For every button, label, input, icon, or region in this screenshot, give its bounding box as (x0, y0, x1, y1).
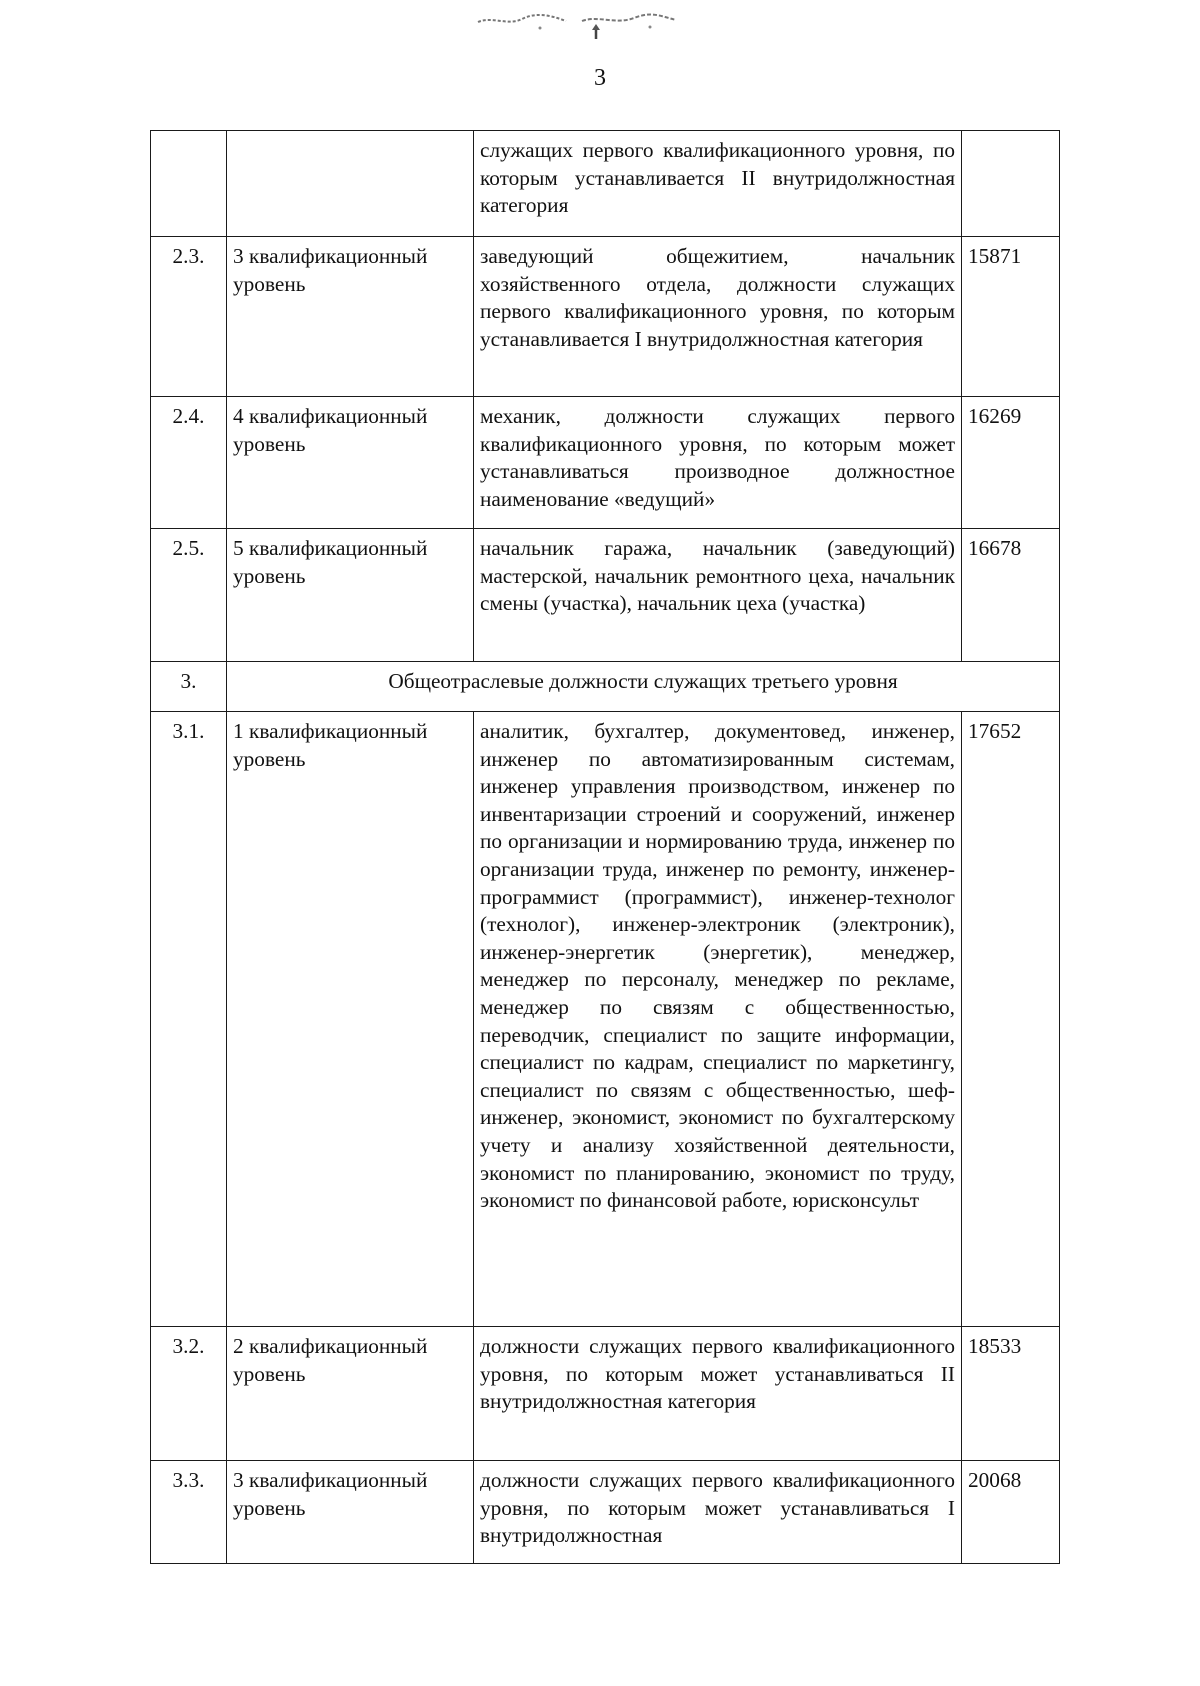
positions-cell: аналитик, бухгалтер, документовед, инженер, инженер по автоматизированным системам, инженер управления производством, инженер по инвентаризации строений и сооружений, инженер по организации и нормированию труда, инженер по организации труда, инженер по ремонту, инженер-программист (программист), инженер-технолог (технолог), инженер-электроник (электроник), инженер-энергетик (энергетик), менеджер, менеджер по персоналу, менеджер по рекламе, менеджер по связям с общественностью, переводчик, специалист по защите информации, специалист по кадрам, специалист по маркетингу, специалист по связям с общественностью, шеф-инженер, экономист, экономист по бухгалтерскому учету и анализу хозяйственной деятельности, экономист по планированию, экономист по труду, экономист по финансовой работе, юрисконсульт (474, 712, 962, 1327)
section-number-cell: 3. (151, 662, 227, 712)
scan-stamp-mark (470, 6, 720, 46)
salary-cell: 16678 (962, 529, 1060, 662)
row-number-cell (151, 131, 227, 237)
table-row-3-2 (151, 1327, 1060, 1461)
qualification-level-cell: 3 квалификационный уровень (227, 237, 474, 397)
salary-cell: 15871 (962, 237, 1060, 397)
salary-table (150, 130, 1060, 1564)
row-number-cell: 3.2. (151, 1327, 227, 1461)
salary-cell: 20068 (962, 1461, 1060, 1564)
table-row-continuation (151, 131, 1060, 237)
row-number-cell: 2.4. (151, 397, 227, 529)
page-number: 3 (594, 65, 606, 91)
qualification-level-cell: 1 квалификационный уровень (227, 712, 474, 1327)
salary-cell: 18533 (962, 1327, 1060, 1461)
qualification-level-cell: 5 квалификационный уровень (227, 529, 474, 662)
section-title-cell: Общеотраслевые должности служащих третьего уровня (227, 662, 1060, 712)
row-number-cell: 3.1. (151, 712, 227, 1327)
qualification-level-cell: 4 квалификационный уровень (227, 397, 474, 529)
table-row-2-5 (151, 529, 1060, 662)
table-row-3-1 (151, 712, 1060, 1327)
row-number-cell: 2.3. (151, 237, 227, 397)
table-row-2-4 (151, 397, 1060, 529)
table-row-2-3 (151, 237, 1060, 397)
qualification-level-cell (227, 131, 474, 237)
salary-cell (962, 131, 1060, 237)
row-number-cell: 2.5. (151, 529, 227, 662)
table-row-3-3 (151, 1461, 1060, 1564)
qualification-level-cell: 2 квалификационный уровень (227, 1327, 474, 1461)
positions-cell: должности служащих первого квалификационного уровня, по которым может устанавливаться II внутридолжностная категория (474, 1327, 962, 1461)
salary-cell: 17652 (962, 712, 1060, 1327)
row-number-cell: 3.3. (151, 1461, 227, 1564)
positions-cell: должности служащих первого квалификационного уровня, по которым может устанавливаться I внутридолжностная (474, 1461, 962, 1564)
salary-cell: 16269 (962, 397, 1060, 529)
positions-cell: механик, должности служащих первого квалификационного уровня, по которым может устанавливаться производное должностное наименование «ведущий» (474, 397, 962, 529)
positions-cell: заведующий общежитием, начальник хозяйственного отдела, должности служащих первого квалификационного уровня, по которым устанавливается I внутридолжностная категория (474, 237, 962, 397)
qualification-level-cell: 3 квалификационный уровень (227, 1461, 474, 1564)
positions-cell: служащих первого квалификационного уровня, по которым устанавливается II внутридолжностная категория (474, 131, 962, 237)
positions-cell: начальник гаража, начальник (заведующий) мастерской, начальник ремонтного цеха, начальник смены (участка), начальник цеха (участка) (474, 529, 962, 662)
section-row-3 (151, 662, 1060, 712)
